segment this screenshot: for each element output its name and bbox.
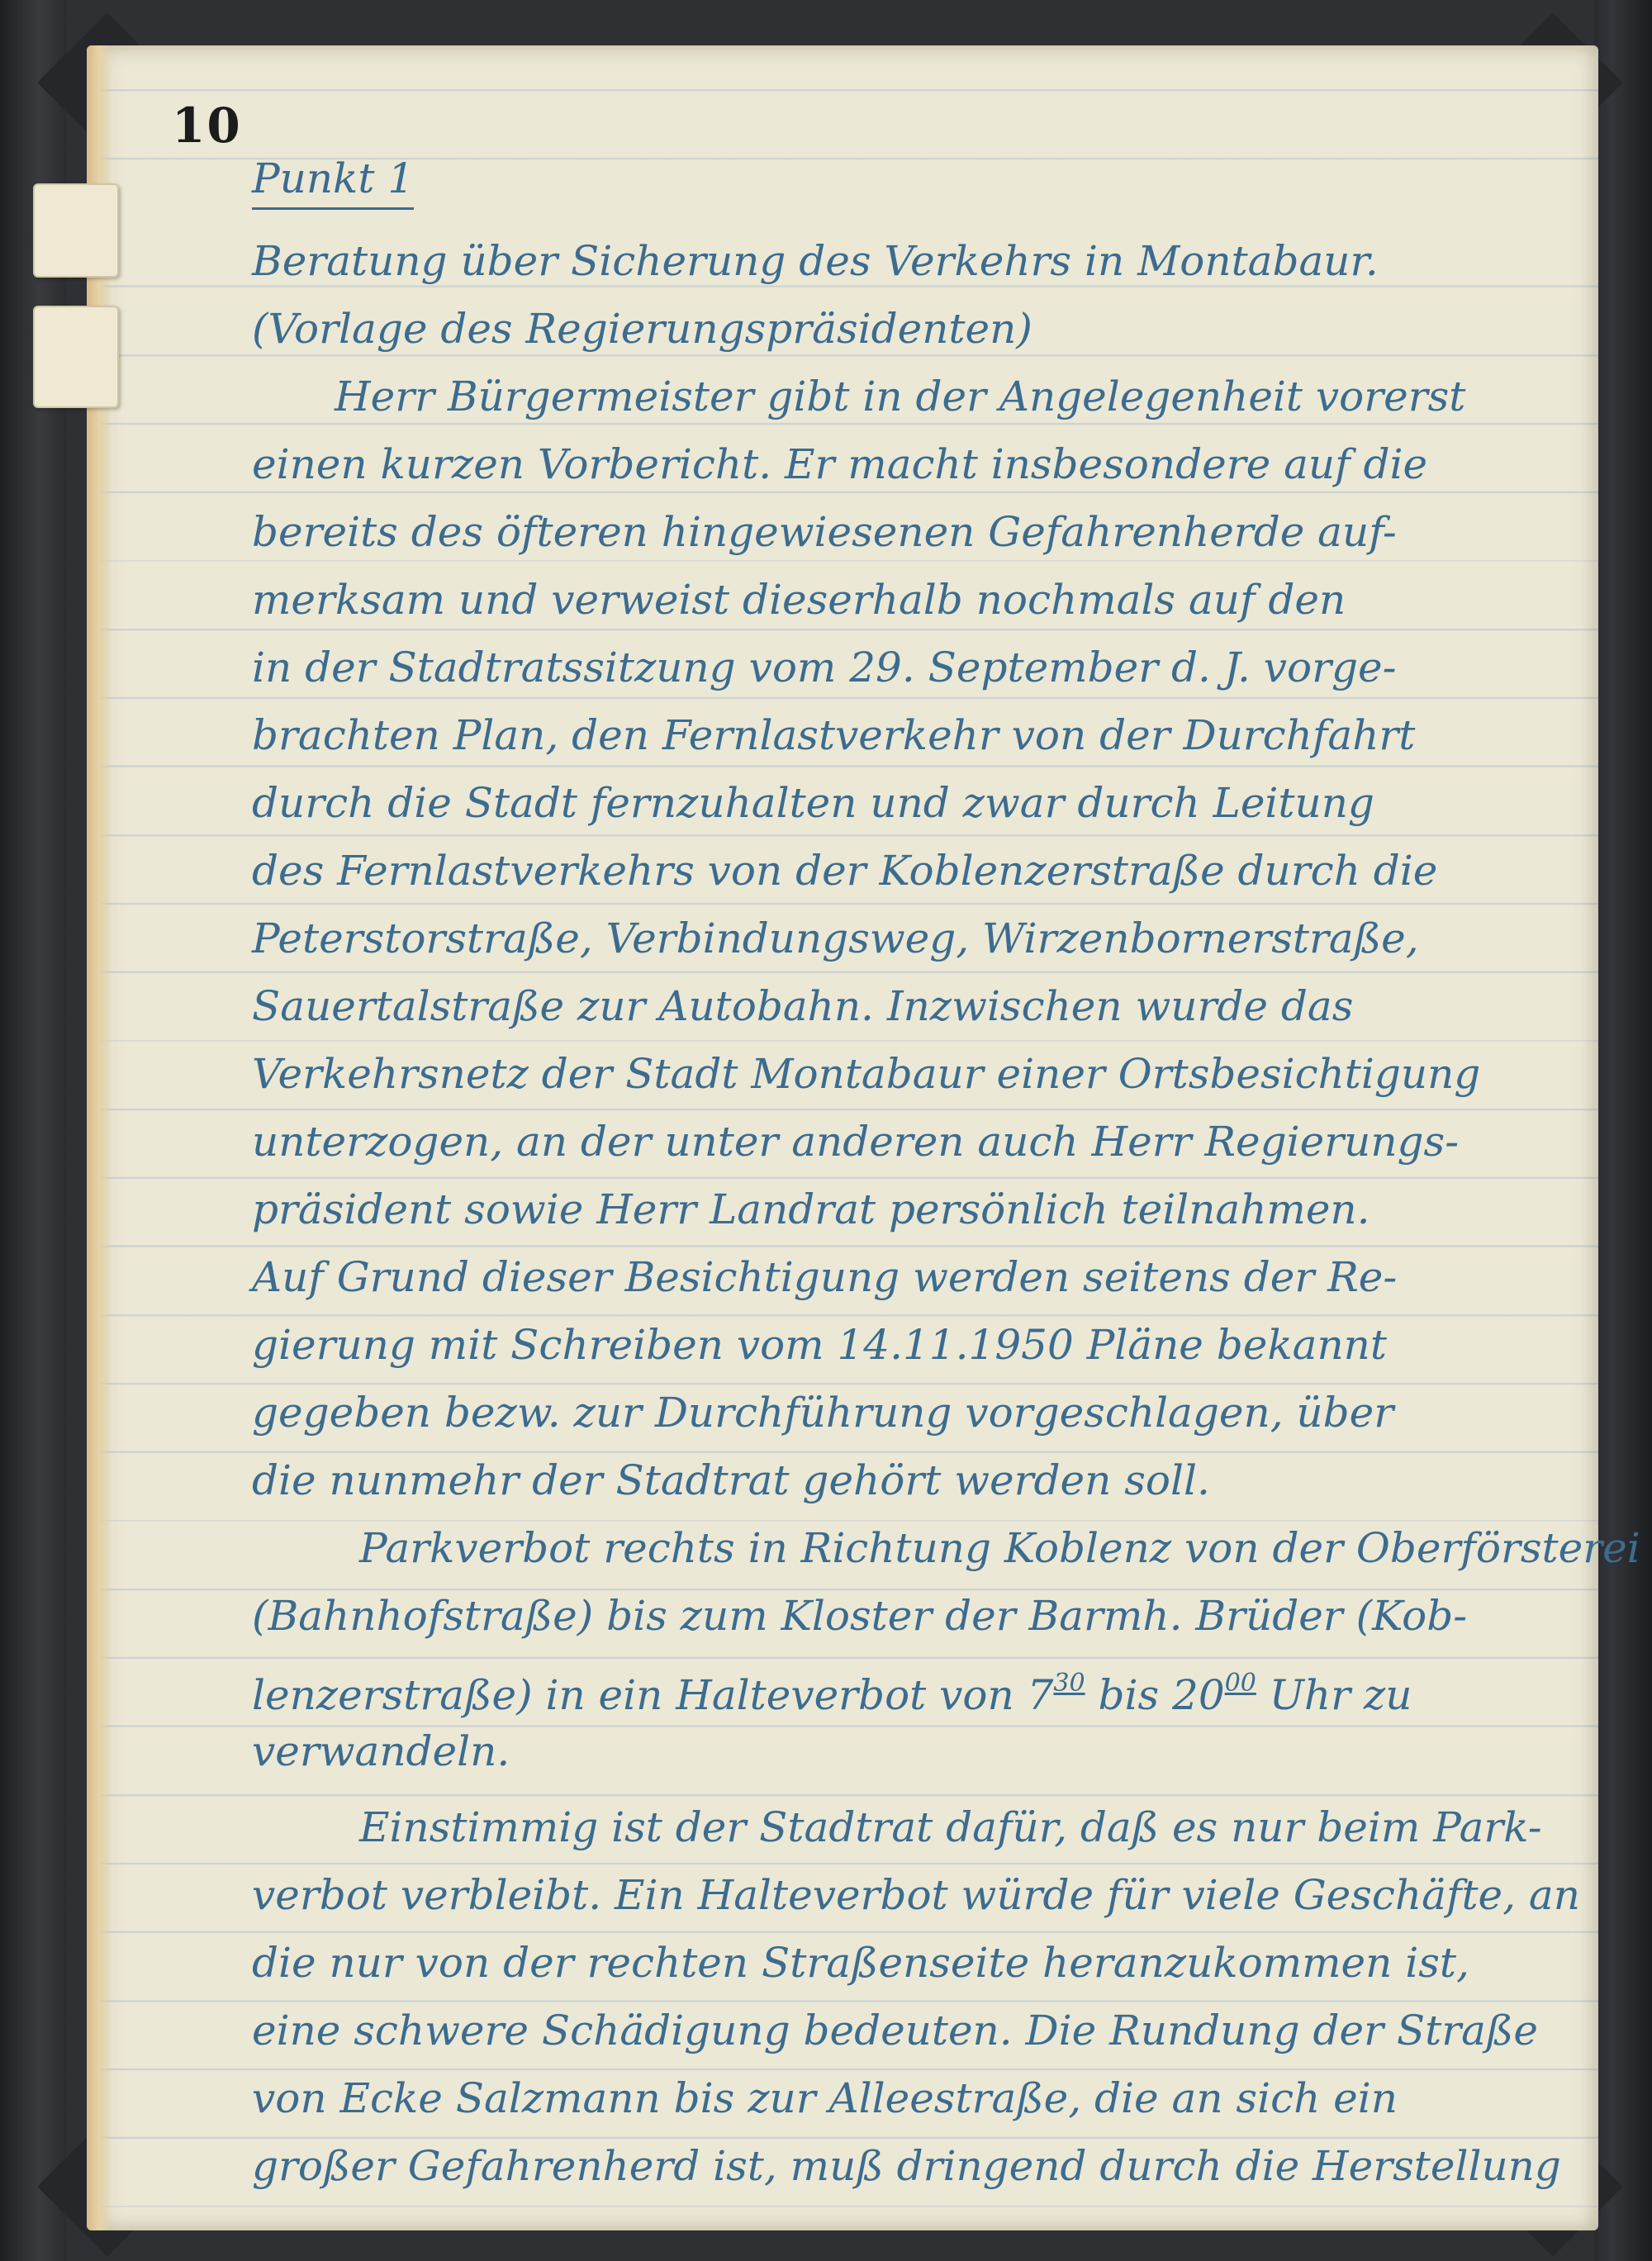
time-superscript: 00 — [1224, 1669, 1256, 1698]
handwritten-text — [252, 145, 1640, 2200]
text-line: unterzogen, an der unter anderen auch Herr Regierungs- — [252, 1118, 1460, 1166]
paper-tab — [33, 183, 119, 278]
text-line-with-times — [252, 1650, 1574, 1717]
text-line: gierung mit Schreiben vom 14.11.1950 Pläne bekannt — [252, 1321, 1387, 1369]
text-line: durch die Stadt fernzuhalten und zwar durch Leitung — [252, 779, 1374, 827]
text-line: Sauertalstraße zur Autobahn. Inzwischen wurde das — [252, 982, 1354, 1030]
text-line: (Vorlage des Regierungspräsidenten) — [252, 305, 1032, 353]
paper-tab — [33, 306, 119, 408]
text-line: eine schwere Schädigung bedeuten. Die Rundung der Straße — [252, 2007, 1538, 2054]
text-line: Auf Grund dieser Besichtigung werden seitens der Re- — [252, 1253, 1398, 1301]
text-line: des Fernlastverkehrs von der Koblenzerstraße durch die — [252, 847, 1438, 895]
text-line: brachten Plan, den Fernlastverkehr von der Durchfahrt — [252, 711, 1416, 759]
text-line: Herr Bürgermeister gibt in der Angelegenheit vorerst — [335, 373, 1466, 420]
text-line: Verkehrsnetz der Stadt Montabaur einer Ortsbesichtigung — [252, 1050, 1481, 1098]
text-line: Einstimmig ist der Stadtrat dafür, daß es nur beim Park- — [359, 1803, 1542, 1851]
text-line: gegeben bezw. zur Durchführung vorgeschlagen, über — [252, 1389, 1394, 1437]
text-line: (Bahnhofstraße) bis zum Kloster der Barmh. Brüder (Kob- — [252, 1592, 1468, 1640]
section-heading: Punkt 1 — [252, 150, 414, 210]
text-line: die nur von der rechten Straßenseite heranzukommen ist, — [252, 1939, 1469, 1987]
text-line: Beratung über Sicherung des Verkehrs in Montabaur. — [252, 237, 1379, 285]
text-line: einen kurzen Vorbericht. Er macht insbesondere auf die — [252, 440, 1428, 488]
text-segment: Uhr zu — [1256, 1671, 1412, 1719]
text-line: die nunmehr der Stadtrat gehört werden soll. — [252, 1456, 1210, 1504]
text-line: Parkverbot rechts in Richtung Koblenz von der Oberförsterei — [359, 1524, 1640, 1572]
text-line: in der Stadtratssitzung vom 29. September d. J. vorge- — [252, 644, 1397, 691]
heading-line — [252, 145, 1574, 227]
page-number: 10 — [172, 97, 242, 154]
text-segment: bis 20 — [1085, 1671, 1225, 1719]
text-line: verwandeln. — [252, 1727, 510, 1775]
text-line: merksam und verweist dieserhalb nochmals auf den — [252, 576, 1346, 624]
time-superscript: 30 — [1053, 1669, 1085, 1698]
text-line: großer Gefahrenherd ist, muß dringend durch die Herstellung — [252, 2142, 1561, 2190]
text-line: präsident sowie Herr Landrat persönlich teilnahmen. — [252, 1185, 1370, 1233]
binder-cover-right — [1594, 0, 1652, 2261]
text-segment: lenzerstraße) in ein Halteverbot von 7 — [252, 1671, 1054, 1719]
text-line: Peterstorstraße, Verbindungsweg, Wirzenbornerstraße, — [252, 914, 1419, 962]
text-line: von Ecke Salzmann bis zur Alleestraße, die an sich ein — [252, 2074, 1398, 2122]
text-line: bereits des öfteren hingewiesenen Gefahrenherde auf- — [252, 508, 1397, 556]
text-line: verbot verbleibt. Ein Halteverbot würde für viele Geschäfte, an — [252, 1871, 1580, 1919]
